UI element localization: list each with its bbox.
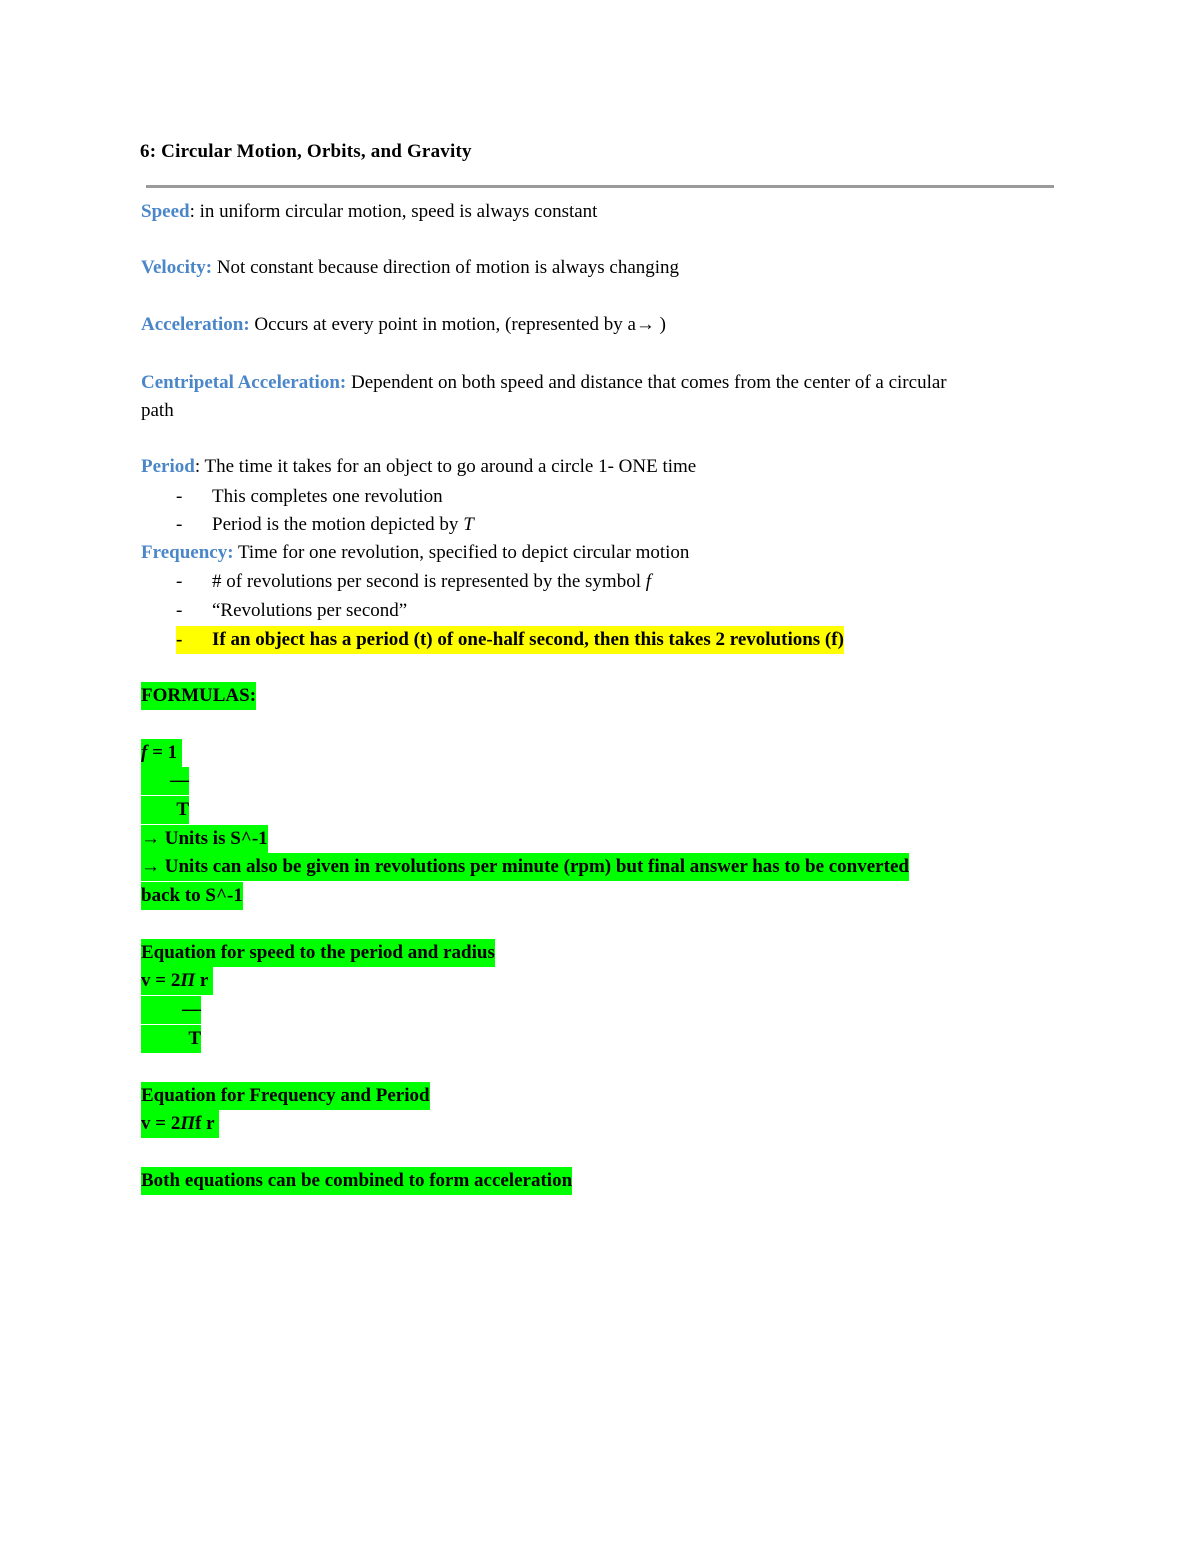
frequency-symbol: f: [645, 571, 652, 592]
f-denominator-line: [141, 796, 189, 824]
speed-definition: [141, 198, 597, 226]
list-item: - Period is the motion depicted by T: [176, 514, 474, 535]
formulas-heading-line: [141, 682, 256, 710]
period-colon: :: [194, 456, 201, 477]
acceleration-text: Occurs at every point in motion, (represented by a→ ): [249, 314, 666, 335]
velocity-text: Not constant because direction of motion is always changing: [212, 257, 680, 278]
frequency-highlight-bullet: If an object has a period (t) of one-half second, then this takes 2 revolutions (f): [212, 629, 844, 650]
speed-equation-heading: Equation for speed to the period and radius: [141, 939, 495, 967]
centripetal-term: Centripetal Acceleration:: [141, 372, 347, 393]
period-bullet-2: Period is the motion depicted by: [212, 514, 464, 535]
freq-equation-heading-line: [141, 1082, 430, 1110]
combined-note-line: [141, 1167, 572, 1195]
freq-equation: v = 2Πf r: [141, 1110, 219, 1138]
period-text: The time it takes for an object to go around a circle 1- ONE time: [200, 456, 697, 477]
period-term: Period: [141, 456, 195, 477]
speed-fraction-bar: —: [141, 996, 201, 1024]
units-line-2: [141, 853, 909, 881]
f-fraction-bar: —: [141, 767, 189, 795]
list-item: - This completes one revolution: [176, 486, 443, 507]
speed-colon: :: [189, 201, 195, 222]
period-definition: [141, 453, 696, 481]
combined-note: Both equations can be combined to form acceleration: [141, 1167, 572, 1195]
speed-equation: v = 2Π r: [141, 967, 213, 995]
velocity-definition: [141, 254, 679, 282]
centripetal-text: Dependent on both speed and distance that comes from the center of a circular: [346, 372, 947, 393]
units-line-1: [141, 825, 268, 853]
period-symbol: T: [463, 514, 474, 535]
acceleration-definition: [141, 311, 666, 339]
units-note-2: → Units can also be given in revolutions per minute (rpm) but final answer has to be converted: [141, 853, 909, 881]
speed-equation-line: [141, 967, 213, 995]
frequency-bullet-2: “Revolutions per second”: [212, 600, 408, 621]
frequency-text: Time for one revolution, specified to depict circular motion: [233, 542, 690, 563]
units-note-1: → Units is S^-1: [141, 825, 268, 853]
highlighted-list-item: - If an object has a period (t) of one-half second, then this takes 2 revolutions (f): [176, 626, 844, 654]
formulas-heading: FORMULAS:: [141, 682, 256, 710]
frequency-bullet-1: # of revolutions per second is represented by the symbol: [212, 571, 646, 592]
speed-denominator: T: [141, 1025, 201, 1053]
centripetal-text-continued: path: [141, 400, 174, 421]
acceleration-term: Acceleration:: [141, 314, 250, 335]
speed-equation-heading-line: [141, 939, 495, 967]
page-title: 6: Circular Motion, Orbits, and Gravity: [140, 141, 472, 162]
speed-text: in uniform circular motion, speed is always constant: [194, 201, 598, 222]
f-fraction-bar-line: [141, 767, 189, 795]
f-equation-line: [141, 739, 182, 767]
f-denominator: T: [141, 796, 189, 824]
freq-equation-line: [141, 1110, 219, 1138]
f-equation: f = 1: [141, 739, 182, 767]
horizontal-rule: [146, 185, 1054, 188]
units-note-2-continued: back to S^-1: [141, 882, 243, 910]
list-item: - # of revolutions per second is represented by the symbol f: [176, 571, 652, 592]
centripetal-definition: [141, 369, 947, 397]
speed-denominator-line: [141, 1025, 201, 1053]
velocity-term: Velocity:: [141, 257, 213, 278]
speed-term: Speed: [141, 201, 190, 222]
freq-equation-heading: Equation for Frequency and Period: [141, 1082, 430, 1110]
units-line-3: [141, 882, 243, 910]
list-item: - “Revolutions per second”: [176, 600, 408, 621]
frequency-definition: [141, 539, 689, 567]
period-bullet-1: This completes one revolution: [212, 486, 443, 507]
speed-fraction-bar-line: [141, 996, 201, 1024]
frequency-term: Frequency:: [141, 542, 234, 563]
